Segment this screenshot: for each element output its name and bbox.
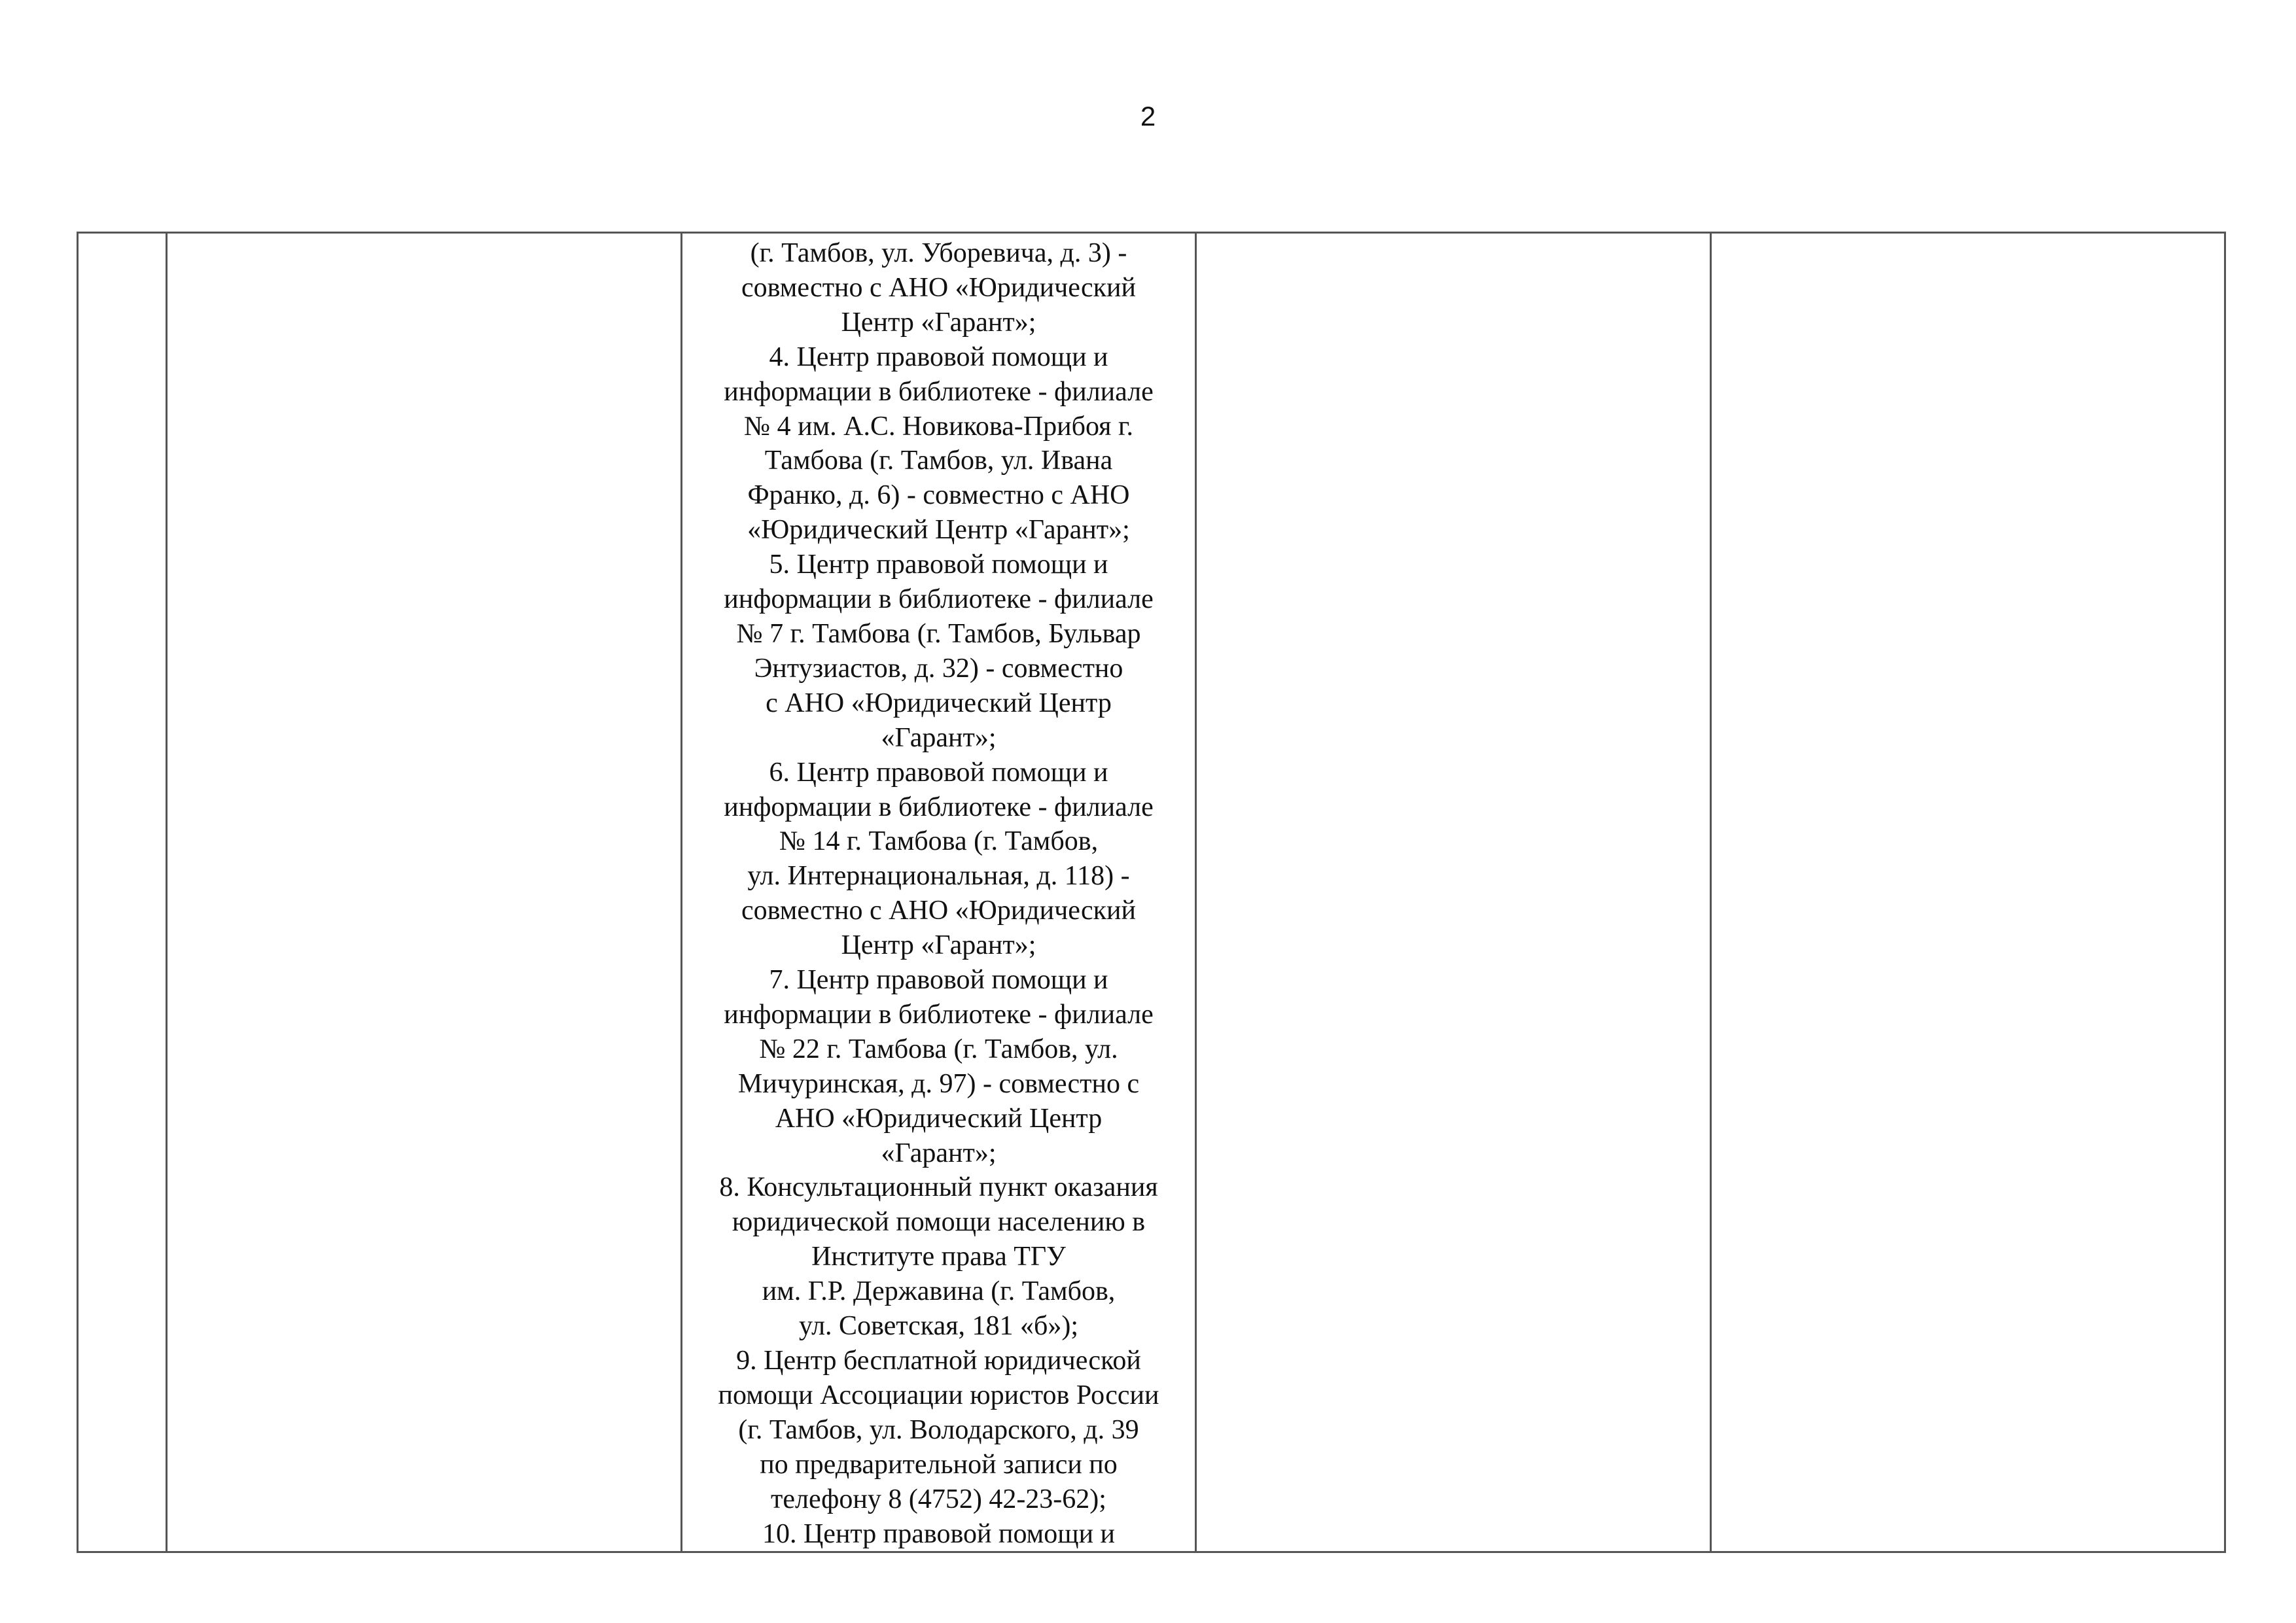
table-cell-col5 <box>1711 233 2225 1552</box>
document-table <box>77 232 2226 1553</box>
text-line: совместно с АНО «Юридический <box>741 272 1136 303</box>
text-line: Институте права ТГУ <box>811 1242 1066 1272</box>
text-line: Центр «Гарант»; <box>841 930 1036 961</box>
text-line: Энтузиастов, д. 32) - совместно <box>754 653 1123 684</box>
text-line: ул. Интернациональная, д. 118) - <box>747 861 1130 892</box>
table-row <box>78 233 2225 1552</box>
text-line: им. Г.Р. Державина (г. Тамбов, <box>762 1276 1116 1307</box>
text-line: помощи Ассоциации юристов России <box>718 1380 1159 1410</box>
table-cell-name <box>167 233 682 1552</box>
text-line: (г. Тамбов, ул. Володарского, д. 39 <box>738 1414 1139 1445</box>
text-line: информации в библиотеке - филиале <box>724 376 1154 407</box>
text-line: 8. Консультационный пункт оказания <box>719 1172 1158 1203</box>
text-line: № 7 г. Тамбова (г. Тамбов, Бульвар <box>736 618 1141 649</box>
table-cell-col4 <box>1196 233 1711 1552</box>
text-line: № 4 им. А.С. Новикова-Прибоя г. <box>744 411 1133 442</box>
text-line: информации в библиотеке - филиале <box>724 999 1154 1030</box>
text-line: «Гарант»; <box>881 722 997 753</box>
locations-text <box>682 234 1195 1551</box>
text-line: совместно с АНО «Юридический <box>741 896 1136 926</box>
text-line: информации в библиотеке - филиале <box>724 584 1154 615</box>
text-line: юридической помощи населению в <box>732 1207 1146 1238</box>
text-line: Тамбова (г. Тамбов, ул. Ивана <box>764 445 1113 476</box>
text-line: 4. Центр правовой помощи и <box>769 341 1108 372</box>
text-line: ул. Советская, 181 «б»); <box>798 1311 1079 1342</box>
text-line: «Гарант»; <box>881 1138 997 1168</box>
text-line: 5. Центр правовой помощи и <box>769 550 1108 580</box>
text-line: 9. Центр бесплатной юридической <box>736 1346 1141 1376</box>
page-number: 2 <box>1140 101 1156 131</box>
text-line: № 22 г. Тамбова (г. Тамбов, ул. <box>759 1034 1118 1064</box>
text-line: № 14 г. Тамбова (г. Тамбов, <box>779 826 1099 857</box>
text-line: с АНО «Юридический Центр <box>766 688 1112 718</box>
text-line: 10. Центр правовой помощи и <box>762 1518 1116 1549</box>
text-line: Франко, д. 6) - совместно с АНО <box>747 480 1130 511</box>
text-line: 6. Центр правовой помощи и <box>769 757 1108 788</box>
text-line: Мичуринская, д. 97) - совместно с <box>737 1068 1140 1099</box>
text-line: информации в библиотеке - филиале <box>724 792 1154 822</box>
text-line: (г. Тамбов, ул. Уборевича, д. 3) - <box>750 238 1127 268</box>
text-line: «Юридический Центр «Гарант»; <box>747 515 1130 546</box>
text-line: телефону 8 (4752) 42-23-62); <box>771 1484 1106 1514</box>
table-cell-locations <box>682 233 1196 1552</box>
text-line: по предварительной записи по <box>760 1449 1118 1480</box>
text-line: АНО «Юридический Центр <box>775 1103 1103 1134</box>
text-line: Центр «Гарант»; <box>841 307 1036 338</box>
text-line: 7. Центр правовой помощи и <box>769 965 1108 996</box>
table-cell-number <box>78 233 167 1552</box>
